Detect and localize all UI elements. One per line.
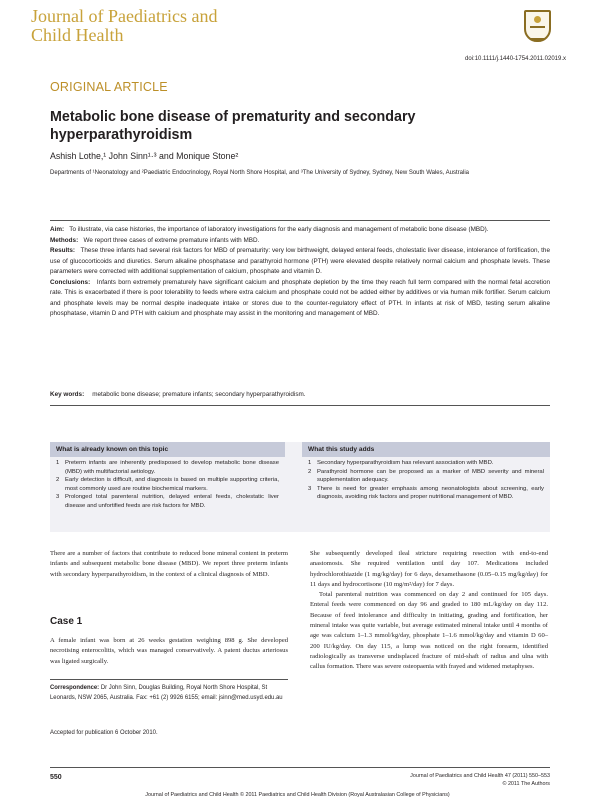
article-title: Metabolic bone disease of prematurity and secondary hyperparathyroidism	[50, 109, 416, 143]
right-paragraph-2: Total parenteral nutrition was commenced on day 2 and continued for 105 days. Enteral feeds were commenced on day 96 and graded to 180 mL/kg/day on day 112. Because of feed intolerance and difficulty in initiating, grading and fortification, her mineral intake was quite variable, but average estimated mineral intake until 4 months of age was calcium 1–1.3 mmol/kg/day, phosphate 1–1.6 mmol/kg/day and vitamin D 60–200 IU/kg/day. On day 115, a lump was noticed on the right forearm, identified radiologically as transverse undisplaced fracture of mid-shaft of radius and ulna with callus formation. There was severe osteopaenia with frayed and widened metaphyses.	[310, 591, 548, 671]
keywords	[50, 391, 306, 398]
body-left-column	[50, 549, 288, 580]
abstract-methods	[50, 236, 550, 247]
footer-journal-ref: Journal of Paediatrics and Child Health 47 (2011) 550–553	[410, 773, 550, 779]
abstract-aim	[50, 225, 550, 236]
case1-paragraph: A female infant was born at 26 weeks gestation weighing 898 g. She developed necrotising enterocolitis, which was managed conservatively. A patent ductus arteriosus was ligated surgically.	[50, 637, 288, 665]
correspondence-text: Dr John Sinn, Douglas Building, Royal North Shore Hospital, St Leonards, NSW 2065, Australia. Fax: +61 (2) 9926 6155; email: jsinn@med.usyd.edu.au	[50, 685, 283, 701]
results-label: Results:	[50, 247, 76, 254]
footer-copyright-authors: © 2011 The Authors	[502, 781, 550, 787]
case1-heading: Case 1	[50, 616, 83, 627]
known-box	[50, 442, 285, 532]
page-number: 550	[50, 774, 62, 781]
correspondence-rule	[50, 679, 288, 680]
adds-box-heading: What this study adds	[302, 442, 550, 457]
known-box-heading: What is already known on this topic	[50, 442, 285, 457]
list-item: 2 Parathyroid hormone can be proposed as a marker of MBD severity and mineral supplementation adequacy.	[308, 468, 544, 484]
list-item: 3 Prolonged total parenteral nutrition, delayed enteral feeds, cholestatic liver disease and unfortified feeds are risk factors for MBD.	[56, 494, 279, 509]
keywords-text: metabolic bone disease; premature infants; secondary hyperparathyroidism.	[92, 391, 306, 398]
abstract-conclusions	[50, 278, 550, 320]
footer-rule	[50, 767, 550, 768]
conclusions-label: Conclusions:	[50, 278, 91, 286]
journal-name	[31, 7, 217, 45]
methods-text: We report three cases of extreme premature infants with MBD.	[83, 236, 260, 244]
author-list: Ashish Lothe,¹ John Sinn¹·³ and Monique Stone²	[50, 151, 239, 161]
correspondence	[50, 684, 288, 703]
journal-name-line1: Journal of Paediatrics and	[31, 6, 218, 26]
doi[interactable]: doi:10.1111/j.1440-1754.2011.02019.x	[465, 56, 566, 62]
abstract-top-rule	[50, 220, 550, 221]
abstract-results	[50, 246, 550, 278]
adds-list	[302, 457, 550, 502]
list-item: 3 There is need for greater emphasis among neonatologists about screening, early diagnosis, avoiding risk factors and proper nutritional management of MBD.	[308, 485, 544, 501]
right-paragraph-1: She subsequently developed ileal stricture requiring resection with end-to-end anastomosis. She required ventilation until day 107. Medications included hydrochlorothiazide (1 mg/kg/day) for 6 days, dexamethasone (0.05–0.15 mg/kg/day) for 11 days and hydrocortisone (10 mg/m²/day) for 7 days.	[310, 550, 548, 588]
abstract	[50, 225, 550, 320]
accepted-date: Accepted for publication 6 October 2010.	[50, 730, 158, 736]
abstract-bottom-rule	[50, 405, 550, 406]
article-type-label: ORIGINAL ARTICLE	[50, 80, 168, 94]
keywords-label: Key words:	[50, 391, 85, 398]
known-list	[50, 457, 285, 511]
results-text: These three infants had several risk factors for MBD of prematurity: very low birthweight, delayed enteral feeds, cholestatic liver disease, intolerance of fortification, the use of glucocorticoids and diuretics. Serum alkaline phosphatase and parathyroid hormone (PTH) were elevated despite relatively normal calcium and phosphate levels. These parameters were corrected with additional supplementation of calcium, phosphate and vitamin D.	[50, 247, 550, 275]
conclusions-text: Infants born extremely prematurely have significant calcium and phosphate depletion by the time they reach full term compared with the normal fetal accretion rate. This is exacerbated if there is poor tolerability to feeds where extra calcium and phosphate could not be added either by additives or via human milk fortifier. Serum calcium and phosphate levels may be normal despite inadequate intake or stores due to the counter-regulatory effect of PTH. In infants at risk of MBD, testing serum alkaline phosphatase, vitamin D and PTH with calcium and phosphate may assist in the monitoring and management of MBD.	[50, 278, 550, 317]
list-item: 1 Secondary hyperparathyroidism has relevant association with MBD.	[308, 460, 494, 466]
body-right-column	[310, 549, 548, 673]
college-crest-logo	[524, 10, 551, 42]
aim-text: To illustrate, via case histories, the importance of laboratory investigations for the early diagnosis and management of metabolic bone disease (MBD).	[69, 226, 489, 233]
list-item: 1 Preterm infants are inherently predisposed to develop metabolic bone disease (MBD) with multifactorial aetiology.	[56, 460, 279, 475]
aim-label: Aim:	[50, 226, 65, 233]
list-item: 2 Early detection is difficult, and diagnosis is based on multiple supporting criteria, most commonly used are routine biochemical markers.	[56, 477, 279, 492]
key-points-panel	[50, 442, 550, 532]
author-affiliations: Departments of ¹Neonatology and ²Paediatric Endocrinology, Royal North Shore Hospital, and ³The University of Sydney, Sydney, New South Wales, Australia	[50, 170, 469, 176]
footer-copyright: Journal of Paediatrics and Child Health © 2011 Paediatrics and Child Health Division (Royal Australasian College of Physicians)	[145, 792, 450, 798]
adds-box	[302, 442, 550, 532]
methods-label: Methods:	[50, 236, 79, 244]
intro-paragraph: There are a number of factors that contribute to reduced bone mineral content in preterm infants and subsequent metabolic bone disease (MBD). We report three preterm infants with secondary hyperparathyroidism, in the context of a clinical diagnosis of MBD.	[50, 550, 288, 578]
correspondence-label: Correspondence:	[50, 685, 100, 691]
journal-header	[0, 0, 595, 50]
journal-name-line2: Child Health	[31, 25, 124, 45]
